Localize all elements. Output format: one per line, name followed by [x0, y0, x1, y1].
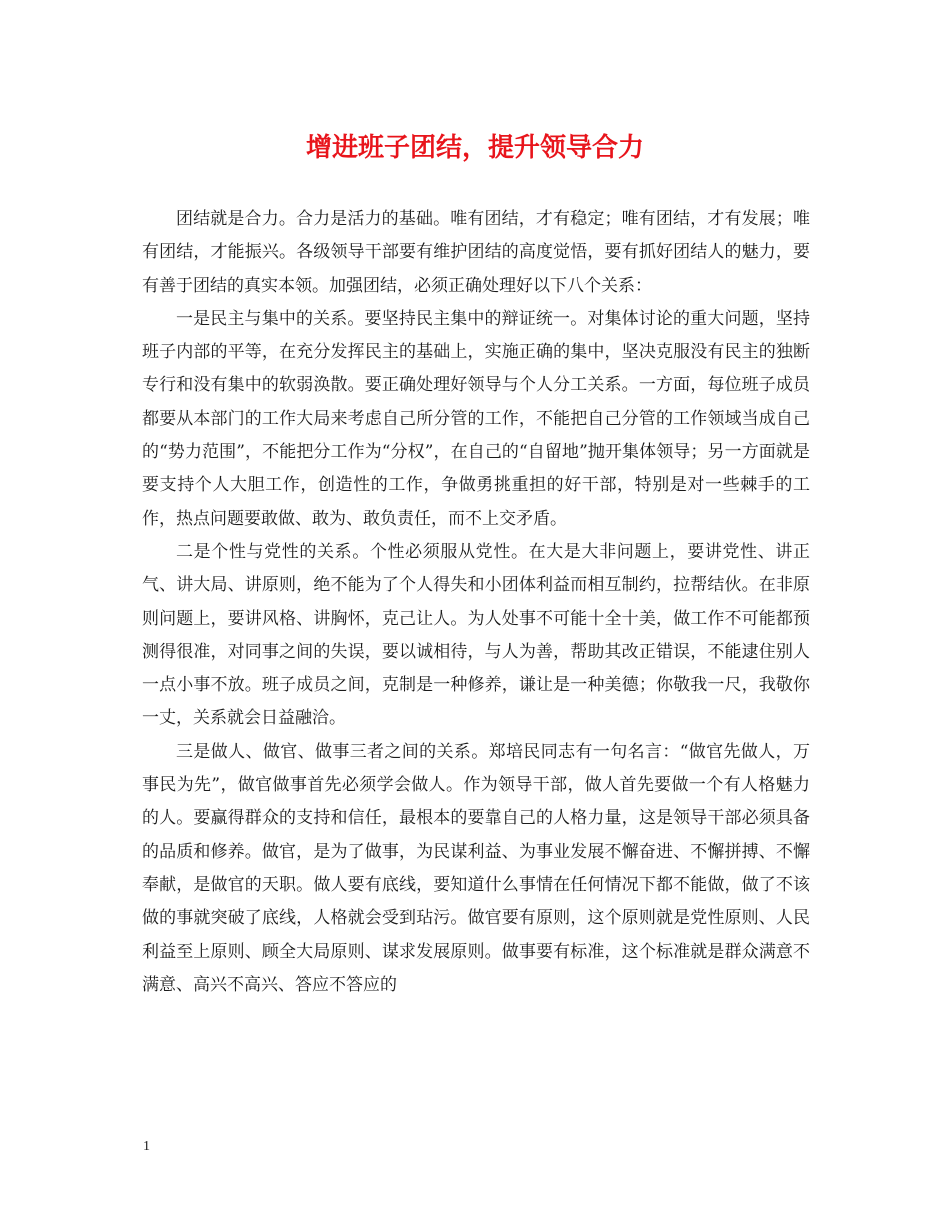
paragraph-person-official-work: 三是做人、做官、做事三者之间的关系。郑培民同志有一句名言：“做官先做人，万事民为先”，做官做事首先必须学会做人。作为领导干部，做人首先要做一个有人格魅力的人。要赢得群众的支持和信任，最根本的要靠自己的人格力量，这是领导干部必须具备的品质和修养。做官，是为了做事，为民谋利益、为事业发展不懈奋进、不懈拼搏、不懈奉献，是做官的天职。做人要有底线，要知道什么事情在任何情况下都不能做，做了不该做的事就突破了底线，人格就会受到玷污。做官要有原则，这个原则就是党性原则、人民利益至上原则、顾全大局原则、谋求发展原则。做事要有标准，这个标准就是群众满意不满意、高兴不高兴、答应不答应的 — [142, 741, 810, 995]
paragraph-intro: 团结就是合力。合力是活力的基础。唯有团结，才有稳定；唯有团结，才有发展；唯有团结，才能振兴。各级领导干部要有维护团结的高度觉悟，要有抓好团结人的魅力，要有善于团结的真实本领。加强团结，必须正确处理好以下八个关系： — [142, 209, 810, 296]
paragraph-democracy-centralism: 一是民主与集中的关系。要坚持民主集中的辩证统一。对集体讨论的重大问题，坚持班子内部的平等，在充分发挥民主的基础上，实施正确的集中，坚决克服没有民主的独断专行和没有集中的软弱涣散。要正确处理好领导与个人分工关系。一方面，每位班子成员都要从本部门的工作大局来考虑自己所分管的工作，不能把自己分管的工作领域当成自己的“势力范围”，不能把分工作为“分权”，在自己的“自留地”抛开集体领导；另一方面就是要支持个人大胆工作，创造性的工作，争做勇挑重担的好干部，特别是对一些棘手的工作，热点问题要敢做、敢为、敢负责任，而不上交矛盾。 — [142, 308, 810, 529]
document-body — [142, 203, 810, 1002]
paragraph-personality-party-spirit: 二是个性与党性的关系。个性必须服从党性。在大是大非问题上，要讲党性、讲正气、讲大局、讲原则，绝不能为了个人得失和小团体利益而相互制约，拉帮结伙。在非原则问题上，要讲风格、讲胸怀，克己让人。为人处事不可能十全十美，做工作不可能都预测得很准，对同事之间的失误，要以诚相待，与人为善，帮助其改正错误，不能逮住别人一点小事不放。班子成员之间，克制是一种修养，谦让是一种美德；你敬我一尺，我敬你一丈，关系就会日益融洽。 — [142, 541, 810, 729]
document-title: 增进班子团结，提升领导合力 — [305, 133, 644, 163]
page-number: 1 — [143, 1139, 150, 1154]
